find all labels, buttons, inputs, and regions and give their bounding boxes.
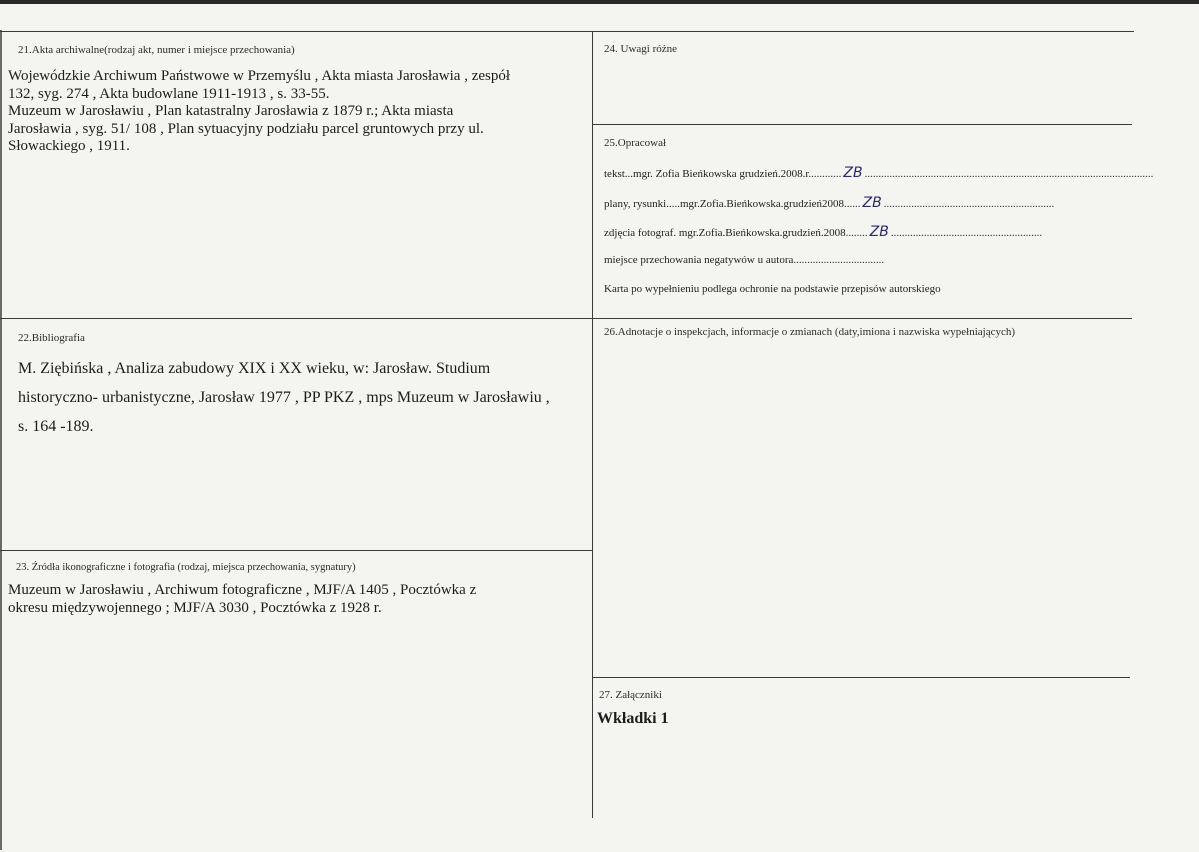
section-25-label: 25.Opracował [604, 137, 667, 149]
section-22-content [18, 354, 550, 441]
dotted-leader: ........ [845, 227, 868, 239]
section-23-label: 23. Źródła ikonograficzne i fotografia (rodzaj, miejsca przechowania, sygnatury) [16, 562, 356, 573]
section-23-content [8, 582, 476, 617]
section-21-line: Wojewódzkie Archiwum Państwowe w Przemyślu , Akta miasta Jarosławia , zespół [8, 68, 511, 84]
miejsce-line [604, 254, 884, 266]
dotted-leader: ................................. [793, 254, 885, 266]
section-23-line: okresu międzywojennego ; MJF/A 3030 , Pocztówka z 1928 r. [8, 599, 382, 616]
tekst-line [604, 165, 1153, 181]
section-22-label: 22.Bibliografia [18, 332, 85, 344]
section-21-line: Słowackiego , 1911. [8, 138, 130, 154]
signature-mark: ZB [869, 224, 889, 240]
divider-21-22 [0, 318, 1132, 319]
section-21-line: 132, syg. 274 , Akta budowlane 1911-1913 , s. 33-55. [8, 85, 330, 102]
top-border [0, 31, 1134, 32]
karta-note: Karta po wypełnieniu podlega ochronie na podstawie przepisów autorskiego [604, 283, 941, 295]
zdjecia-text: zdjęcia fotograf. mgr.Zofia.Bieńkowska.grudzień.2008 [604, 227, 846, 239]
section-21-label: 21.Akta archiwalne(rodzaj akt, numer i miejsce przechowania) [18, 44, 295, 56]
miejsce-text: miejsce przechowania negatywów u autora [604, 254, 794, 266]
section-26-label: 26.Adnotacje o inspekcjach, informacje o zmianach (daty,imiona i nazwiska wypełniających) [604, 326, 1016, 338]
signature-mark: ZB [862, 195, 882, 211]
plany-line [604, 195, 1054, 211]
section-22-line: s. 164 -189. [18, 418, 94, 435]
divider-24-25 [593, 124, 1132, 125]
section-27-label: 27. Załączniki [599, 689, 662, 701]
signature-mark: ZB [843, 165, 863, 181]
section-22-line: M. Ziębińska , Analiza zabudowy XIX i XX wieku, w: Jarosław. Studium [18, 360, 491, 377]
plany-text: plany, rysunki.....mgr.Zofia.Bieńkowska.grudzień2008 [604, 198, 845, 210]
tekst-text: tekst...mgr. Zofia Bieńkowska grudzień.2008.r [604, 168, 809, 180]
section-23-line: Muzeum w Jarosławiu , Archiwum fotograficzne , MJF/A 1405 , Pocztówka z [8, 582, 477, 598]
section-22-line: historyczno- urbanistyczne, Jarosław 1977 , PP PKZ , mps Muzeum w Jarosławiu , [18, 389, 550, 406]
zdjecia-line [604, 224, 1042, 240]
dotted-leader: ....................................................... [890, 227, 1043, 239]
dotted-leader: ............ [808, 168, 842, 180]
section-21-line: Jarosławia , syg. 51/ 108 , Plan sytuacyjny podziału parcel gruntowych przy ul. [8, 120, 484, 137]
page-left-edge [0, 30, 2, 850]
section-21-line: Muzeum w Jarosławiu , Plan katastralny Jarosławia z 1879 r.; Akta miasta [8, 103, 454, 119]
dotted-leader: ...... [844, 198, 861, 210]
page-top-edge [0, 0, 1199, 4]
section-24-label: 24. Uwagi różne [604, 43, 678, 55]
divider-26-27 [593, 677, 1130, 678]
dotted-leader: .............................................................. [883, 198, 1055, 210]
attachments-value: Wkładki 1 [597, 710, 669, 727]
section-21-content [8, 68, 510, 156]
center-divider [592, 31, 593, 818]
dotted-leader: ......................................................................................................... [864, 168, 1154, 180]
divider-22-23 [0, 550, 592, 551]
